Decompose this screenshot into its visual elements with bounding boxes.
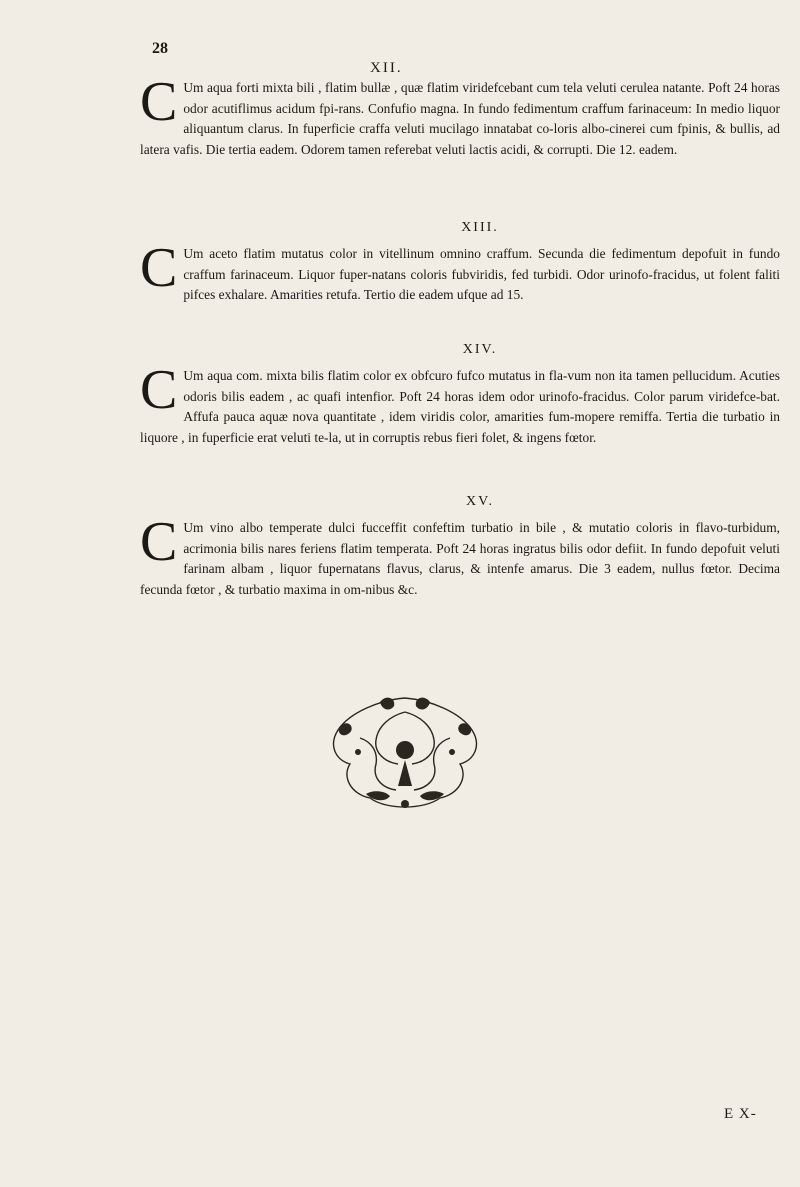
section-text: Um aqua forti mixta bili , flatim bullæ , quæ flatim viridefcebant cum tela veluti cerulea natante. Poft 24 horas odor acutiflimus acidum fpi-rans. Confufio magna. In fundo fedimentum craffum farinaceum: In medio liquor aliquantum clarus. In fuperficie craffa veluti mucilago innatabat co-loris albo-cinerei cum fpinis, & bullis, ad latera vafis. Die tertia eadem. Odorem tamen referebat veluti lactis acidi, & corrupti. Die 12. eadem. xyxy=(140,80,780,157)
section-xii xyxy=(140,71,780,160)
section-text: Um vino albo temperate dulci fucceffit confeftim turbatio in bile , & mutatio coloris in flavo-turbidum, acrimonia bilis nares feriens flatim temperata. Poft 24 horas ingratus bilis odor defiit. In fundo depofuit veluti farinam albam , liquor fupernatans flavus, clarus, & intenfe amarus. Die 3 eadem, nullus fœtor. Decima fecunda fœtor , & turbatio maxima in om-nibus &c. xyxy=(140,520,780,597)
section-body xyxy=(140,511,780,600)
section-body xyxy=(140,359,780,448)
page-number: 28 xyxy=(152,40,168,57)
section-xiv xyxy=(140,342,780,448)
drop-cap: C xyxy=(140,71,178,133)
drop-cap: C xyxy=(140,237,178,299)
tailpiece-ornament xyxy=(320,690,490,820)
section-body xyxy=(140,237,780,306)
section-heading-xii: XII. xyxy=(370,60,403,76)
section-xv xyxy=(140,494,780,600)
section-body xyxy=(140,71,780,160)
section-text: Um aqua com. mixta bilis flatim color ex obfcuro fufco mutatus in fla-vum non ita tamen pellucidum. Acuties odoris bilis eadem , ac quafi intenfior. Poft 24 horas idem odor urinofo-fracidus. Color parum viridefce-bat. Affufa pauca aquæ nova quantitate , idem viridis color, amarities fum-mopere remiffa. Tertia die turbatio in liquore , in fuperficie erat veluti te-la, ut in corruptis rebus fieri folet, & ingens fœtor. xyxy=(140,368,780,445)
section-text: Um aceto flatim mutatus color in vitellinum omnino craffum. Secunda die fedimentum depofuit in fundo craffum farinaceum. Liquor fuper-natans coloris fubviridis, fed turbidi. Odor urinofo-fracidus, ut folent faliti pifces exhalare. Amarities retufa. Tertio die eadem ufque ad 15. xyxy=(183,246,780,303)
drop-cap: C xyxy=(140,511,178,573)
drop-cap: C xyxy=(140,359,178,421)
catchword: E X- xyxy=(724,1106,757,1122)
section-numeral: XIII. xyxy=(461,220,499,235)
section-xiii xyxy=(140,220,780,306)
section-numeral: XIV. xyxy=(462,342,498,357)
section-numeral: XV. xyxy=(466,494,494,509)
